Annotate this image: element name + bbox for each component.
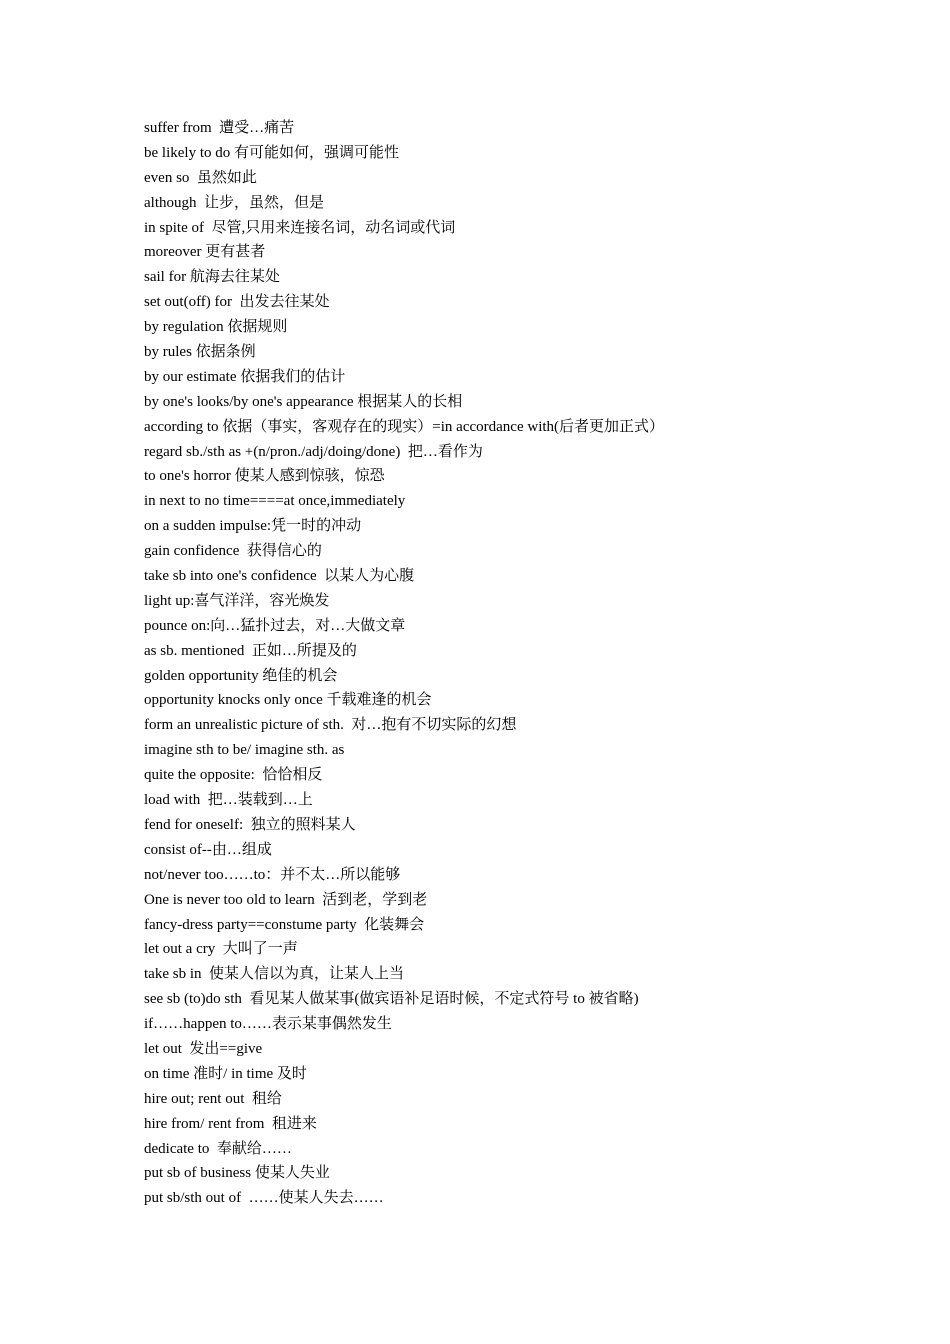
phrase-line: set out(off) for 出发去往某处 xyxy=(144,294,330,311)
phrase-line: golden opportunity 绝佳的机会 xyxy=(144,667,338,684)
phrase-line: suffer from 遭受…痛苦 xyxy=(144,120,295,136)
phrase-line: let out a cry 大叫了一声 xyxy=(144,941,298,958)
phrase-line: dedicate to 奉献给…… xyxy=(144,1140,292,1157)
phrase-line: see sb (to)do sth 看见某人做某事(做宾语补足语时候，不定式符号 to 被省略) xyxy=(144,991,639,1008)
phrase-line: take sb in 使某人信以为真，让某人上当 xyxy=(144,966,404,983)
phrase-line: in spite of 尽管,只用来连接名词，动名词或代词 xyxy=(144,219,456,236)
phrase-line: on time 准时/ in time 及时 xyxy=(144,1065,307,1082)
phrase-line: by rules 依据条例 xyxy=(144,344,256,361)
phrase-list xyxy=(144,116,924,1211)
phrase-line: load with 把…装载到…上 xyxy=(144,792,313,809)
phrase-line: moreover 更有甚者 xyxy=(144,244,266,261)
phrase-line: consist of--由…组成 xyxy=(144,841,272,858)
phrase-line: One is never too old to learn 活到老，学到老 xyxy=(144,891,428,908)
phrase-line: be likely to do 有可能如何，强调可能性 xyxy=(144,144,399,161)
phrase-line: hire from/ rent from 租进来 xyxy=(144,1115,317,1132)
phrase-line: not/never too……to：并不太…所以能够 xyxy=(144,866,401,883)
phrase-line: opportunity knocks only once 千载难逢的机会 xyxy=(144,692,432,709)
phrase-line: sail for 航海去往某处 xyxy=(144,269,280,286)
phrase-line: hire out; rent out 租给 xyxy=(144,1090,282,1107)
phrase-line: fancy-dress party==constume party 化装舞会 xyxy=(144,916,425,933)
phrase-line: pounce on:向…猛扑过去，对…大做文章 xyxy=(144,617,406,634)
phrase-line: form an unrealistic picture of sth. 对…抱有不切实际的幻想 xyxy=(144,717,517,734)
phrase-line: take sb into one's confidence 以某人为心腹 xyxy=(144,568,415,585)
phrase-line: quite the opposite: 恰恰相反 xyxy=(144,767,323,784)
phrase-line: regard sb./sth as +(n/pron./adj/doing/done) 把…看作为 xyxy=(144,443,483,460)
phrase-line: gain confidence 获得信心的 xyxy=(144,543,322,560)
phrase-line: even so 虽然如此 xyxy=(144,169,257,186)
phrase-line: although 让步，虽然，但是 xyxy=(144,194,324,211)
phrase-line: on a sudden impulse:凭一时的冲动 xyxy=(144,518,362,535)
phrase-line: put sb/sth out of ……使某人失去…… xyxy=(144,1190,384,1207)
phrase-line: by our estimate 依据我们的估计 xyxy=(144,368,346,385)
phrase-line: light up:喜气洋洋，容光焕发 xyxy=(144,592,330,609)
phrase-line: fend for oneself: 独立的照料某人 xyxy=(144,816,356,833)
phrase-line: by one's looks/by one's appearance 根据某人的长相 xyxy=(144,393,463,410)
phrase-line: to one's horror 使某人感到惊骇，惊恐 xyxy=(144,468,385,485)
phrase-line: as sb. mentioned 正如…所提及的 xyxy=(144,642,357,659)
phrase-line: put sb of business 使某人失业 xyxy=(144,1165,330,1182)
phrase-line: imagine sth to be/ imagine sth. as xyxy=(144,742,345,759)
phrase-line: according to 依据（事实，客观存在的现实）=in accordance with(后者更加正式） xyxy=(144,418,665,435)
phrase-line: by regulation 依据规则 xyxy=(144,319,288,336)
phrase-line: if……happen to……表示某事偶然发生 xyxy=(144,1016,392,1033)
phrase-line: let out 发出==give xyxy=(144,1040,263,1057)
phrase-line: in next to no time====at once,immediately xyxy=(144,493,406,510)
